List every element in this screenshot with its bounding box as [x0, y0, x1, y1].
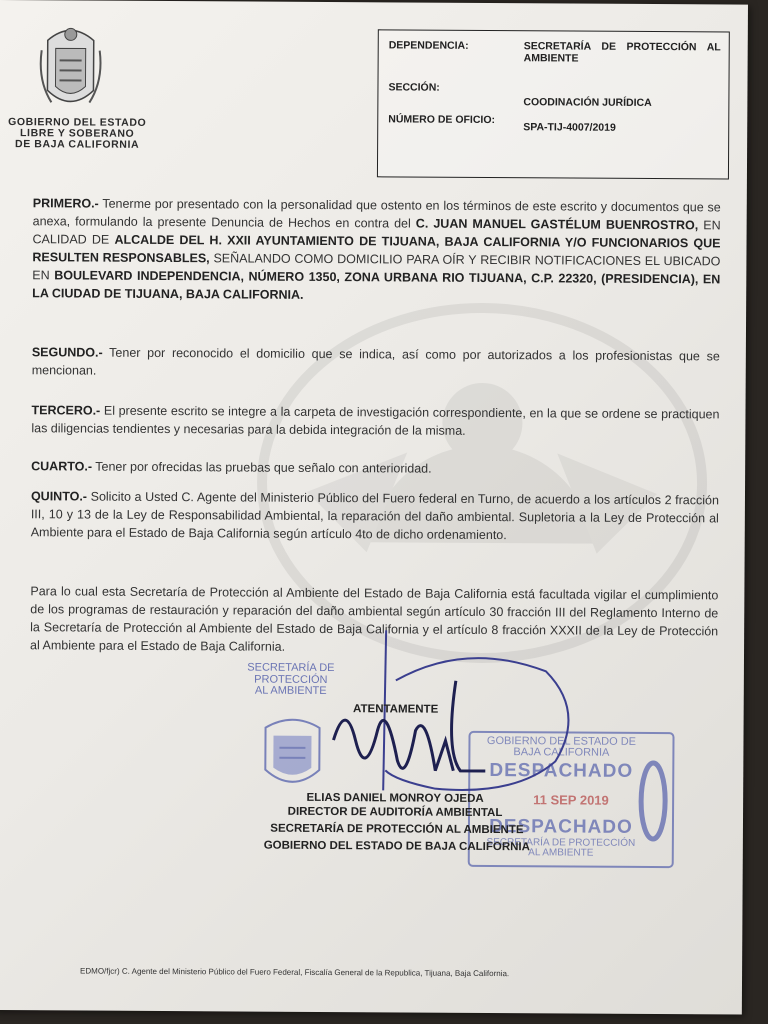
gov-line-3: DE BAJA CALIFORNIA — [14, 138, 140, 151]
stamp-line-2: PROTECCIÓN — [254, 673, 328, 686]
segundo-text: Tener por reconocido el domicilio que se indica, así como por autorizados a los profesionistas que se mencionan. — [31, 345, 720, 378]
stamp-right-top: GOBIERNO DEL ESTADO DE BAJA CALIFORNIA — [486, 734, 637, 759]
header-info-box — [377, 29, 730, 179]
gov-line-1: GOBIERNO DEL ESTADO — [8, 116, 147, 129]
signer-title-3: GOBIERNO DEL ESTADO DE BAJA CALIFORNIA — [263, 839, 530, 854]
stamp-line-1: SECRETARÍA DE — [247, 661, 335, 675]
paragraph-quinto — [31, 487, 719, 545]
oficio-label: NÚMERO DE OFICIO: — [388, 113, 496, 127]
cuarto-label: CUARTO.- — [31, 459, 93, 474]
stamp-line-3: AL AMBIENTE — [254, 684, 327, 698]
quinto-text: Solicito a Usted C. Agente del Ministerio Público del Fuero federal en Turno, de acuerdo a los artículos 2 fracción III, 10 y 13 de la Ley de Responsabilidad Ambiental, la reparación del daño ambiental. Supletoria a la Ley de Protección al Ambiente para el Estado de Baja California según artículo 4to de dicho ordenamiento. — [30, 489, 719, 543]
paragraph-segundo — [32, 343, 720, 383]
footer-cc: EDMO/fjcr) C. Agente del Ministerio Público del Fuero Federal, Fiscalía General de la Republica, Tijuana, Baja California. — [80, 966, 510, 979]
primero-label: PRIMERO.- — [32, 196, 99, 211]
stamp-despachado-1: DESPACHADO — [489, 760, 634, 782]
gov-line-2: LIBRE Y SOBERANO — [20, 127, 135, 140]
paragraph-primero — [32, 194, 721, 306]
signer-name: ELIAS DANIEL MONROY OJEDA — [306, 791, 484, 805]
primero-text-3: SEÑALANDO COMO DOMICILIO PARA OÍR Y RECIBIR NOTIFICACIONES EL UBICADO EN — [32, 251, 721, 283]
tercero-text: El presente escrito se integre a la carpeta de investigación correspondiente, en la que se ordene se practiquen las diligencias tendientes y necesarias para la debida integración de la misma. — [31, 403, 720, 438]
dependencia-label: DEPENDENCIA: — [388, 39, 469, 52]
oficio-value: SPA-TIJ-4007/2019 — [523, 121, 616, 134]
seccion-value: COODINACIÓN JURÍDICA — [523, 96, 652, 109]
seccion-row — [388, 81, 721, 109]
primero-text-1: Tenerme por presentado con la personalidad que ostento en los términos de este escrito y documentos que se anexa, formulando la presente Denuncia de Hechos en contra del — [32, 196, 721, 231]
seccion-label: SECCIÓN: — [388, 81, 440, 94]
paragraph-tercero — [31, 401, 719, 441]
tercero-label: TERCERO.- — [31, 403, 101, 418]
stamp-date: 11 SEP 2019 — [533, 792, 609, 808]
primero-text-2: EN CALIDAD DE — [32, 218, 721, 247]
paragraph-cuarto — [31, 457, 719, 479]
coat-of-arms-logo — [37, 20, 104, 116]
primero-bold-2: ALCALDE DEL H. XXII AYUNTAMIENTO DE TIJUANA, BAJA CALIFORNIA Y/O FUNCIONARIOS QUE RESULTEN RESPONSABLES, — [32, 232, 721, 266]
stamp-right-bottom: SECRETARÍA DE PROTECCIÓN AL AMBIENTE — [486, 836, 636, 859]
segundo-label: SEGUNDO.- — [31, 345, 103, 360]
primero-bold-1: C. JUAN MANUEL GASTÉLUM BUENROSTRO, — [415, 216, 699, 233]
cuarto-text: Tener por ofrecidas las pruebas que señalo con anterioridad. — [91, 459, 432, 476]
signer-title-2: SECRETARÍA DE PROTECCIÓN AL AMBIENTE — [270, 822, 524, 837]
paragraph-closing: Para lo cual esta Secretaría de Protección al Ambiente del Estado de Baja California está facultada vigilar el cumplimiento de los programas de restauración y reparación del daño ambiental según artículo 30 fracción III del Reglamento Interno de la Secretaría de Protección al Ambiente del Estado de Baja California y el artículo 8 fracción XXXII de la Ley de Protección al Ambiente para el Estado de Baja California. — [30, 584, 719, 654]
quinto-label: QUINTO.- — [30, 489, 88, 504]
primero-bold-3: BOULEVARD INDEPENDENCIA, NÚMERO 1350, ZONA URBANA RIO TIJUANA, C.P. 22320, (PRESIDENCIA), EN LA CIUDAD DE TIJUANA, BAJA CALIFORNIA. — [32, 268, 721, 302]
government-name — [7, 117, 147, 151]
signer-title-1: DIRECTOR DE AUDITORÍA AMBIENTAL — [287, 805, 503, 820]
oficio-row — [388, 113, 720, 134]
dependencia-row — [388, 39, 721, 65]
stamp-despachado-2: DESPACHADO — [489, 816, 633, 838]
atentamente-label: ATENTAMENTE — [353, 703, 439, 716]
dependencia-value: SECRETARÍA DE PROTECCIÓN AL AMBIENTE — [523, 40, 721, 65]
